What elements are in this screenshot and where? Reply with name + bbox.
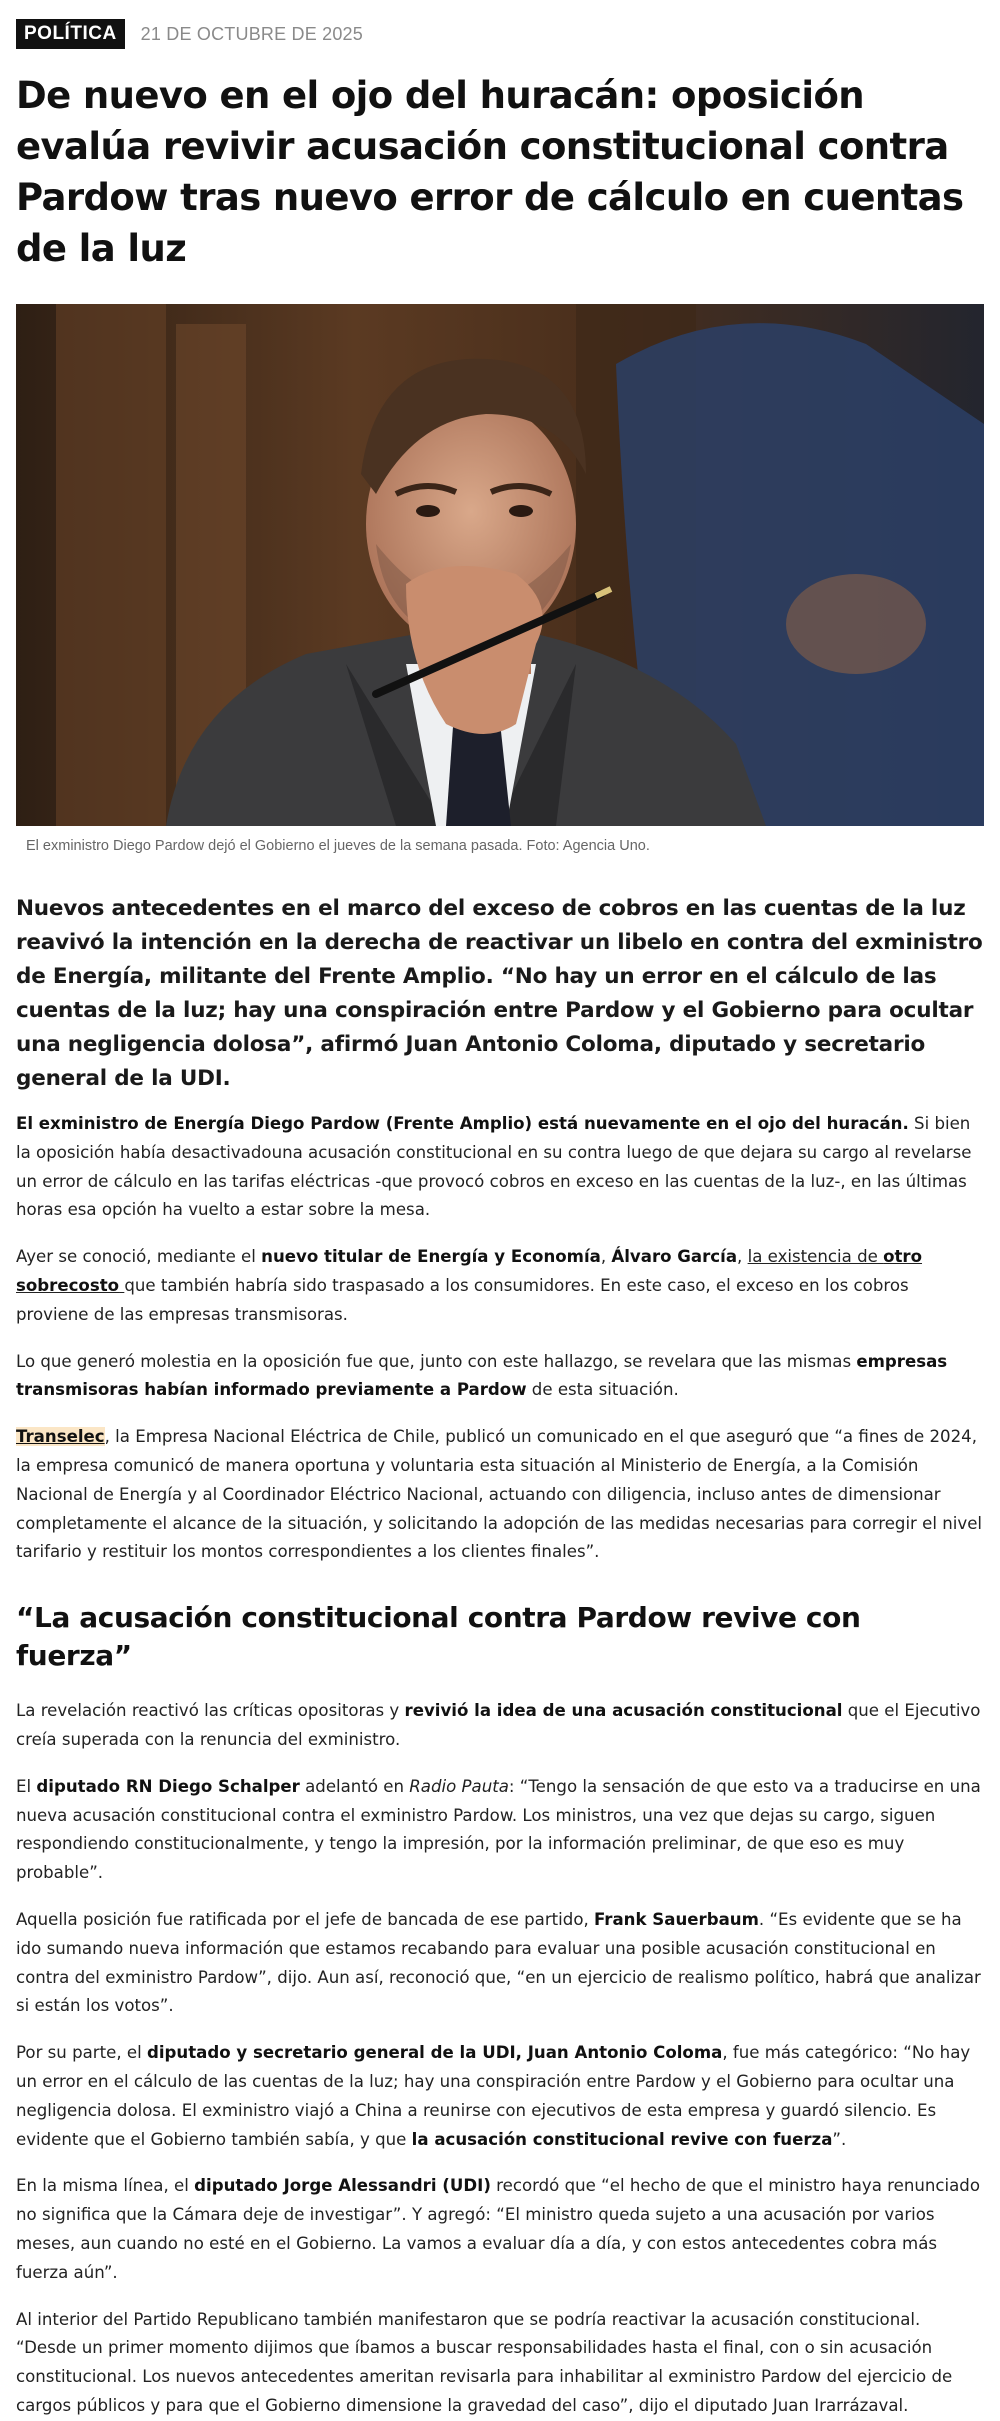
- p7-text-2: . “Es evidente que se ha ido sumando nueva información que estamos recabando para evaluar una posible acusación constitucional en contra del exministro Pardow”, dijo. Aun así, reconoció que, “en un ejercicio de realismo político, habrá que analizar si están los votos”.: [16, 1909, 981, 2016]
- paragraph-9: [16, 2172, 984, 2287]
- p1-bold: El exministro de Energía Diego Pardow (Frente Amplio) está nuevamente en el ojo del huracán.: [16, 1114, 909, 1133]
- p6-italic: Radio Pauta: [409, 1776, 509, 1796]
- p7-text-1: Aquella posición fue ratificada por el jefe de bancada de ese partido,: [16, 1909, 595, 1929]
- p1-text: Si bien la oposición había desactivadouna acusación constitucional en su contra luego de que dejara su cargo al revelarse un error de cálculo en las tarifas eléctricas -que provocó cobros en exceso en las cuentas de la luz-, en las últimas horas esa opción ha vuelto a estar sobre la mesa.: [16, 1114, 972, 1220]
- paragraph-3: [16, 1348, 984, 1406]
- paragraph-7: [16, 1906, 984, 2021]
- p8-bold-2: la acusación constitucional revive con fuerza: [411, 2129, 833, 2149]
- p6-text-3: : “Tengo la sensación de que esto va a traducirse en una nueva acusación constitucional contra el exministro Pardow. Los ministros, una vez que dejas su cargo, siguen respondiendo constitucionalmente, y tengo la impresión, por la información preliminar, de que eso es muy probable”.: [16, 1776, 981, 1883]
- p7-bold: Frank Sauerbaum: [594, 1909, 759, 1929]
- category-tag[interactable]: POLÍTICA: [16, 19, 125, 49]
- paragraph-5: [16, 1697, 984, 1755]
- p8-text-1: Por su parte, el: [16, 2043, 147, 2063]
- link-text-bold[interactable]: otro sobrecosto: [16, 1247, 923, 1295]
- paragraph-2: [16, 1243, 984, 1329]
- p2-text-4: que también habría sido traspasado a los consumidores. En este caso, el exceso en los cobros proviene de las empresas transmisoras.: [16, 1275, 909, 1324]
- p6-text-2: adelantó en: [299, 1776, 410, 1796]
- photo-illustration: [16, 304, 984, 826]
- publish-date: 21 DE OCTUBRE DE 2025: [140, 23, 363, 44]
- p3-bold: empresas transmisoras habían informado previamente a Pardow: [16, 1351, 948, 1400]
- p3-text-2: de esta situación.: [526, 1380, 679, 1400]
- p6-bold: diputado RN Diego Schalper: [36, 1776, 300, 1796]
- p5-text-1: La revelación reactivó las críticas opositoras y: [16, 1701, 405, 1721]
- p2-text-2: ,: [600, 1247, 612, 1267]
- p8-bold-1: diputado y secretario general de la UDI, Juan Antonio Coloma: [146, 2043, 723, 2063]
- p2-bold-1: nuevo titular de Energía y Economía: [261, 1247, 601, 1267]
- article-lead: Nuevos antecedentes en el marco del exceso de cobros en las cuentas de la luz reavivó la intención en la derecha de reactivar un libelo en contra del exministro de Energía, militante del Frente Amplio. “No hay un error en el cálculo de las cuentas de la luz; hay una conspiración entre Pardow y el Gobierno para ocultar una negligencia dolosa”, afirmó Juan Antonio Coloma, diputado y secretario general de la UDI.: [16, 896, 983, 1091]
- p2-text-3: ,: [737, 1247, 748, 1267]
- photo-caption: El exministro Diego Pardow dejó el Gobierno el jueves de la semana pasada. Foto: Agencia Uno.: [26, 838, 650, 854]
- transelec-link[interactable]: Transelec: [16, 1427, 105, 1447]
- p9-text-2: recordó que “el hecho de que el ministro haya renunciado no significa que la Cámara deje de investigar”. Y agregó: “El ministro queda sujeto a una acusación por varios meses, aun cuando no esté en el Gobierno. La vamos a evaluar día a día, y con estos antecedentes cobra más fuerza aún”.: [16, 2176, 980, 2282]
- section-heading: “La acusación constitucional contra Pardow revive con fuerza”: [16, 1601, 861, 1673]
- p2-bold-2: Álvaro García: [611, 1247, 738, 1267]
- paragraph-10: Al interior del Partido Republicano también manifestaron que se podría reactivar la acusación constitucional. “Desde un primer momento dijimos que íbamos a buscar responsabilidades hasta el final, con o sin acusación constitucional. Los nuevos antecedentes ameritan revisarla para inhabilitar al exministro Pardow del ejercicio de cargos públicos y para que el Gobierno dimensione la gravedad del caso”, dijo el diputado Juan Irarrázaval.: [16, 2309, 953, 2415]
- p5-text-2: que el Ejecutivo creía superada con la renuncia del exministro.: [16, 1701, 981, 1749]
- paragraph-4: [16, 1423, 984, 1567]
- p2-text-1: Ayer se conoció, mediante el: [16, 1247, 262, 1267]
- article-title: De nuevo en el ojo del huracán: oposición evalúa revivir acusación constitucional contra Pardow tras nuevo error de cálculo en cuentas de la luz: [16, 74, 964, 270]
- p9-bold: diputado Jorge Alessandri (UDI): [194, 2176, 491, 2196]
- article-meta: [16, 18, 984, 50]
- paragraph-6: [16, 1773, 984, 1888]
- p6-text-1: El: [16, 1776, 37, 1796]
- p4-text: , la Empresa Nacional Eléctrica de Chile, publicó un comunicado en el que aseguró que “a fines de 2024, la empresa comunicó de manera oportuna y voluntaria esta situación al Ministerio de Energía, a la Comisión Nacional de Energía y al Coordinador Eléctrico Nacional, actuando con diligencia, incluso antes de dimensionar completamente el alcance de la situación, y solicitando la adopción de las medidas necesarias para corregir el nivel tarifario y restituir los montos correspondientes a los clientes finales”.: [16, 1427, 983, 1562]
- p5-bold: revivió la idea de una acusación constitucional: [404, 1701, 843, 1721]
- article-photo: [16, 304, 984, 826]
- paragraph-8: [16, 2039, 984, 2154]
- p3-text-1: Lo que generó molestia en la oposición fue que, junto con este hallazgo, se revelara que las mismas: [16, 1351, 857, 1371]
- paragraph-1: [16, 1110, 984, 1225]
- link-text-1[interactable]: la existencia de: [747, 1247, 884, 1267]
- p8-text-2: , fue más categórico: “No hay un error en el cálculo de las cuentas de la luz; hay una conspiración entre Pardow y el Gobierno para ocultar una negligencia dolosa. El exministro viajó a China a reunirse con ejecutivos de esta empresa y guardó silencio. Es evidente que el Gobierno también sabía, y que: [16, 2043, 971, 2149]
- p8-text-3: ”.: [832, 2129, 847, 2149]
- p9-text-1: En la misma línea, el: [16, 2176, 195, 2196]
